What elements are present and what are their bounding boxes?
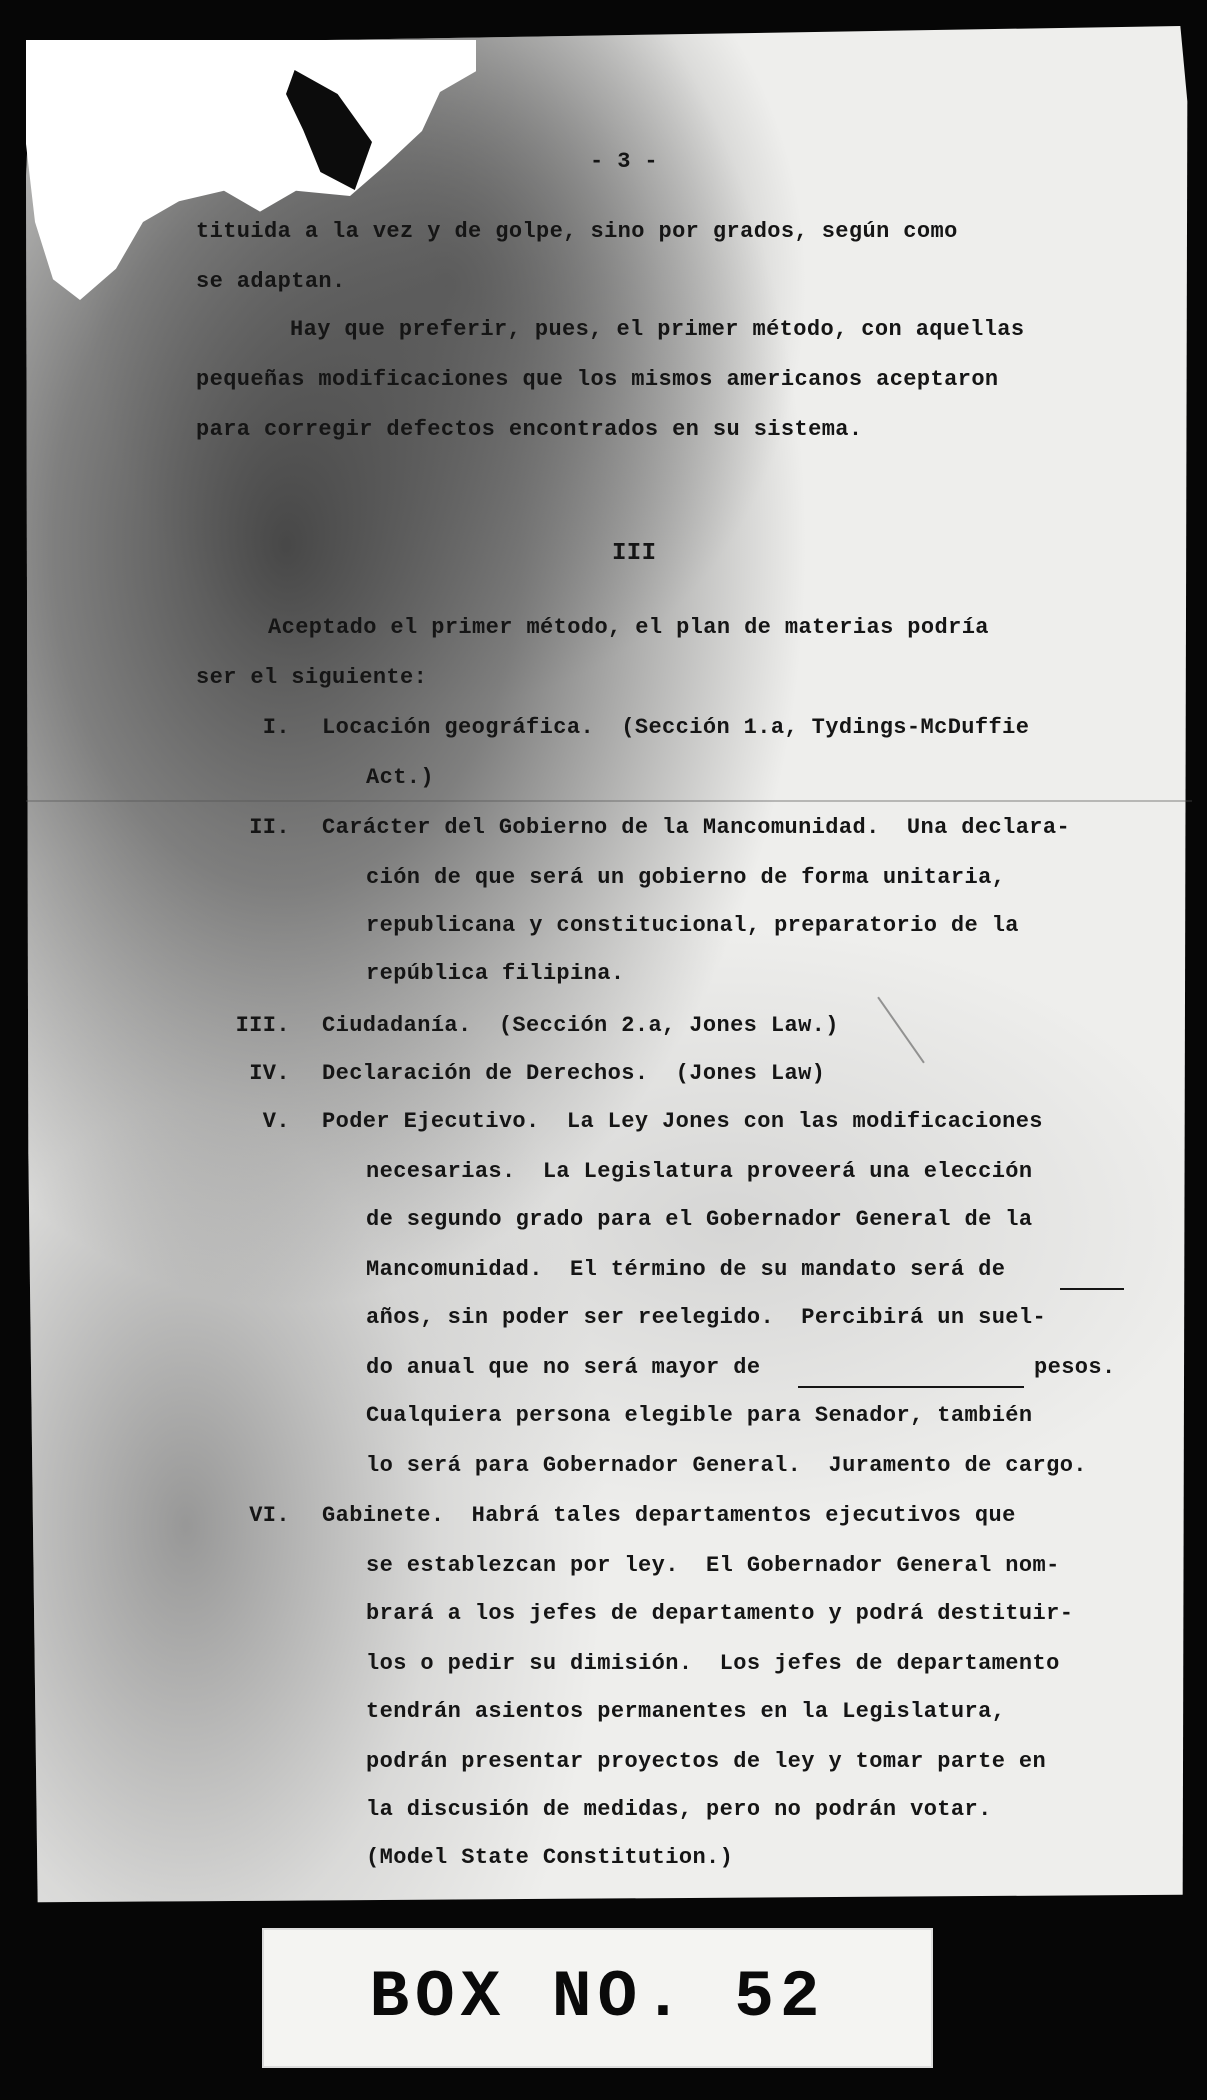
item-vi-line-8: (Model State Constitution.) (366, 1845, 734, 1870)
item-vi-line-4: los o pedir su dimisión. Los jefes de departamento (366, 1651, 1060, 1676)
box-label-text: BOX NO. 52 (369, 1960, 826, 2035)
item-v-line-7: Cualquiera persona elegible para Senador, también (366, 1403, 1033, 1428)
item-vi-line-7: la discusión de medidas, pero no podrán votar. (366, 1797, 992, 1822)
page-number: - 3 - (590, 149, 659, 174)
fold-line (26, 800, 1192, 802)
intro-line-5: para corregir defectos encontrados en su sistema. (196, 417, 863, 442)
item-v-line-2: necesarias. La Legislatura proveerá una elección (366, 1159, 1033, 1184)
item-vi-line-3: brará a los jefes de departamento y podrá destituir- (366, 1601, 1074, 1626)
box-label (262, 1928, 933, 2068)
plan-intro-line-2: ser el siguiente: (196, 665, 428, 690)
plan-intro-line-1: Aceptado el primer método, el plan de materias podría (268, 615, 989, 640)
intro-line-4: pequeñas modificaciones que los mismos americanos aceptaron (196, 367, 999, 392)
item-vi-line-6: podrán presentar proyectos de ley y tomar parte en (366, 1749, 1047, 1774)
item-v-line-1: Poder Ejecutivo. La Ley Jones con las modificaciones (322, 1109, 1043, 1134)
item-v-line-6: do anual que no será mayor de (366, 1355, 761, 1380)
intro-line-2: se adaptan. (196, 269, 346, 294)
intro-line-3: Hay que preferir, pues, el primer método, con aquellas (290, 317, 1025, 342)
item-v-pesos: pesos. (1034, 1355, 1116, 1380)
item-iii-line-1: Ciudadanía. (Sección 2.a, Jones Law.) (322, 1013, 839, 1038)
section-heading: III (612, 540, 657, 567)
item-v-line-4: Mancomunidad. El término de su mandato será de (366, 1257, 1006, 1282)
item-v-line-3: de segundo grado para el Gobernador General de la (366, 1207, 1033, 1232)
salary-blank (798, 1368, 1024, 1388)
item-number-v: V. (262, 1109, 290, 1134)
item-vi-line-5: tendrán asientos permanentes en la Legislatura, (366, 1699, 1006, 1724)
item-iv-line-1: Declaración de Derechos. (Jones Law) (322, 1061, 826, 1086)
term-blank (1060, 1270, 1124, 1290)
item-number-vi: VI. (249, 1503, 290, 1528)
item-vi-line-2: se establezcan por ley. El Gobernador General nom- (366, 1553, 1060, 1578)
item-ii-line-2: ción de que será un gobierno de forma unitaria, (366, 865, 1006, 890)
item-i-line-1: Locación geográfica. (Sección 1.a, Tydings-McDuffie (322, 715, 1030, 740)
item-vi-line-1: Gabinete. Habrá tales departamentos ejecutivos que (322, 1503, 1016, 1528)
item-number-ii: II. (249, 815, 290, 840)
item-ii-line-4: república filipina. (366, 961, 625, 986)
item-i-line-2: Act.) (366, 765, 435, 790)
item-ii-line-3: republicana y constitucional, preparatorio de la (366, 913, 1019, 938)
item-number-i: I. (262, 715, 290, 740)
item-ii-line-1: Carácter del Gobierno de la Mancomunidad. Una declara- (322, 815, 1071, 840)
item-v-line-8: lo será para Gobernador General. Juramento de cargo. (366, 1453, 1087, 1478)
item-number-iv: IV. (249, 1061, 290, 1086)
item-v-line-5: años, sin poder ser reelegido. Percibirá un suel- (366, 1305, 1047, 1330)
intro-line-1: tituida a la vez y de golpe, sino por grados, según como (196, 219, 958, 244)
item-number-iii: III. (235, 1013, 290, 1038)
